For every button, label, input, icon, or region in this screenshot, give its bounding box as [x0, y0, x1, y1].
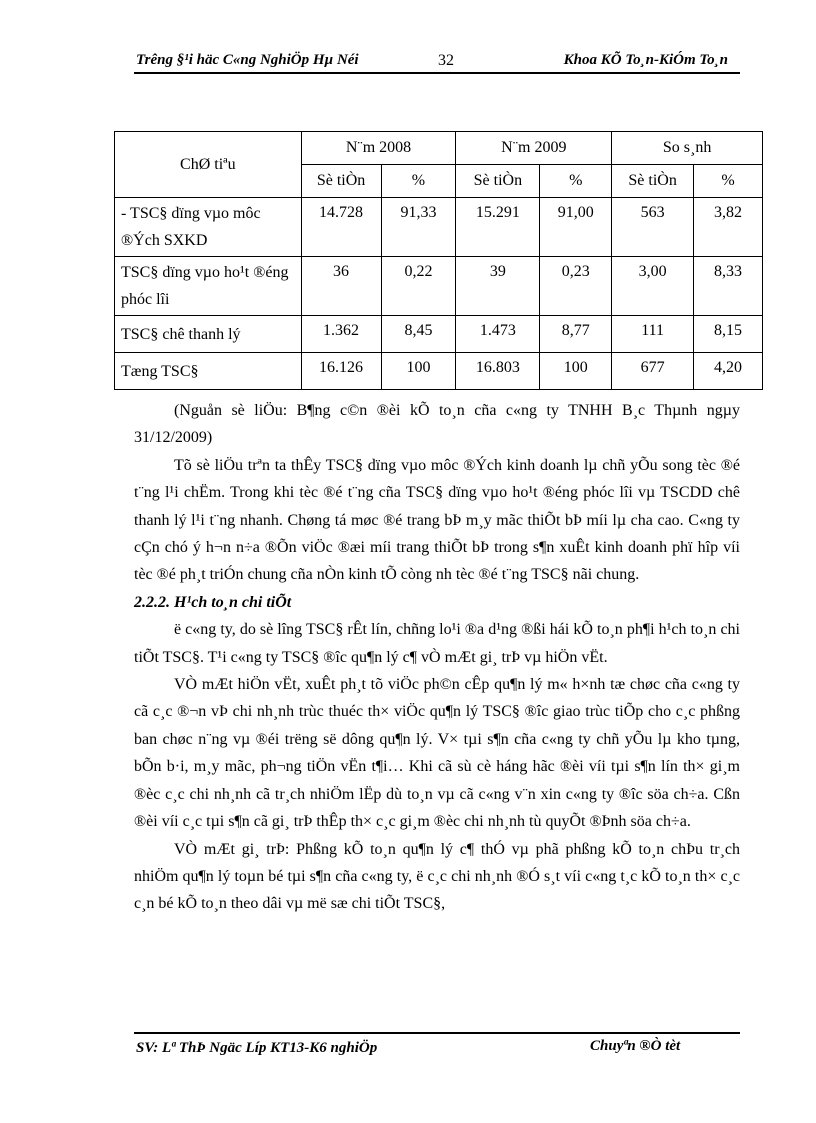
table-cell: 16.803	[456, 353, 540, 390]
page-footer	[134, 1032, 740, 1056]
table-cell: 8,33	[694, 257, 763, 316]
table-row	[115, 198, 763, 257]
table-cell: 8,77	[540, 316, 612, 353]
paragraph: Tõ sè liÖu trªn ta thÊy TSC§ dïng vµo môc ®Ých kinh doanh lµ chñ yÕu song tèc ®é t¨ng l¹i chËm. Trong khi tèc ®é t¨ng cña TSC§ dïng vµo ho¹t ®éng phóc lîi vµ TSCDD chê thanh lý l¹i t¨ng nhanh. Chøng tá møc ®é trang bÞ m¸y mãc thiÕt bÞ míi lµ cha cao. C«ng ty cÇn chó ý h¬n n÷a ®Õn viÖc ®æi míi trang thiÕt bÞ trong s¶n xuÊt kinh doanh phï hîp víi tèc ®é ph¸t triÓn chung cña nÒn kinh tÕ còng nh tèc ®é t¨ng TSC§ nãi chung.	[134, 456, 740, 584]
table-row	[115, 257, 763, 316]
table-cell: 3,00	[612, 257, 694, 316]
table-cell: 0,23	[540, 257, 612, 316]
paragraph: ë c«ng ty, do sè lîng TSC§ rÊt lín, chñng lo¹i ®a d¹ng ®ßi hái kÕ to¸n ph¶i h¹ch to¸n chi tiÕt TSC§. T¹i c«ng ty TSC§ ®îc qu¶n lý c¶ vÒ mÆt gi¸ trÞ vµ hiÖn vËt.	[134, 621, 740, 666]
col-header-2009: N¨m 2009	[456, 132, 612, 165]
table-source-note: (Nguån sè liÖu: B¶ng c©n ®èi kÕ to¸n cña c«ng ty TNHH B¸c Thµnh ngµy 31/12/2009)	[134, 402, 740, 447]
footer-thesis-type: Chuyªn ®Ò tèt	[590, 1038, 681, 1054]
sub-header-percent: %	[540, 165, 612, 198]
fixed-asset-table	[114, 131, 763, 390]
table-cell: 91,00	[540, 198, 612, 257]
table-cell: 3,82	[694, 198, 763, 257]
row-label: Tæng TSC§	[115, 353, 302, 390]
table-row	[115, 316, 763, 353]
table-cell: 111	[612, 316, 694, 353]
table-cell: 563	[612, 198, 694, 257]
page-number: 32	[438, 52, 454, 69]
table-cell: 91,33	[381, 198, 456, 257]
row-label: - TSC§ dïng vµo môc ®Ých SXKD	[115, 198, 302, 257]
footer-student: SV: Lª ThÞ Ngäc Líp KT13-K6 nghiÖp	[136, 1040, 378, 1056]
table-cell: 4,20	[694, 353, 763, 390]
section-heading: 2.2.2. H¹ch to¸n chi tiÕt	[134, 593, 292, 611]
table-cell: 1.362	[301, 316, 381, 353]
table-cell: 15.291	[456, 198, 540, 257]
table-row-total	[115, 353, 763, 390]
paragraph: VÒ mÆt gi¸ trÞ: Phßng kÕ to¸n qu¶n lý c¶ thÓ vµ phã phßng kÕ to¸n chÞu tr¸ch nhiÖm qu¶n lý toµn bé tµi s¶n cña c«ng ty, ë c¸c chi nh¸nh ®Ó s¸t víi c«ng t¸c kÕ to¸n th× c¸c c¸n bé kÕ to¸n theo dâi vµ më sæ chi tiÕt TSC§,	[134, 840, 740, 913]
table-cell: 100	[381, 353, 456, 390]
table-cell: 100	[540, 353, 612, 390]
table-cell: 8,15	[694, 316, 763, 353]
table-cell: 39	[456, 257, 540, 316]
page-header	[134, 50, 740, 74]
col-header-indicator: ChØ tiªu	[115, 132, 302, 198]
row-label: TSC§ dïng vµo ho¹t ®éng phóc lîi	[115, 257, 302, 316]
header-department: Khoa KÕ To¸n-KiÓm To¸n	[563, 52, 728, 68]
paragraph: VÒ mÆt hiÖn vËt, xuÊt ph¸t tõ viÖc ph©n cÊp qu¶n lý m« h×nh tæ chøc cña c«ng ty cã c¸c ®¬n vÞ chi nh¸nh trùc thuéc th× viÖc qu¶n lý TSC§ ®îc giao trùc tiÕp cho c¸c phßng ban chøc n¨ng vµ ®éi trëng së dông qu¶n lý. V× tµi s¶n cña c«ng ty chñ yÕu lµ kho tµng, bÕn b·i, m¸y mãc, ph¬ng tiÖn vËn t¶i… Khi cã sù cè háng hãc ®èi víi tµi s¶n lín th× gi¸m ®èc c¸c chi nh¸nh cã tr¸ch nhiÖm lËp dù to¸n vµ cã c«ng v¨n xin c«ng ty ®îc söa ch÷a. Cßn ®èi víi c¸c tµi s¶n cã gi¸ trÞ thÊp th× c¸c gi¸m ®èc chi nh¸nh tù quyÕt ®Þnh söa ch÷a.	[134, 676, 740, 831]
header-school: Trêng §¹i häc C«ng NghiÖp Hµ Néi	[136, 52, 359, 68]
table-cell: 677	[612, 353, 694, 390]
sub-header-amount: Sè tiÒn	[612, 165, 694, 198]
table-cell: 1.473	[456, 316, 540, 353]
table-cell: 14.728	[301, 198, 381, 257]
sub-header-amount: Sè tiÒn	[456, 165, 540, 198]
col-header-2008: N¨m 2008	[301, 132, 456, 165]
table-cell: 8,45	[381, 316, 456, 353]
sub-header-percent: %	[694, 165, 763, 198]
table-cell: 36	[301, 257, 381, 316]
table-cell: 0,22	[381, 257, 456, 316]
document-body	[134, 397, 740, 918]
col-header-comparison: So s¸nh	[612, 132, 763, 165]
sub-header-amount: Sè tiÒn	[301, 165, 381, 198]
table-cell: 16.126	[301, 353, 381, 390]
row-label: TSC§ chê thanh lý	[115, 316, 302, 353]
sub-header-percent: %	[381, 165, 456, 198]
